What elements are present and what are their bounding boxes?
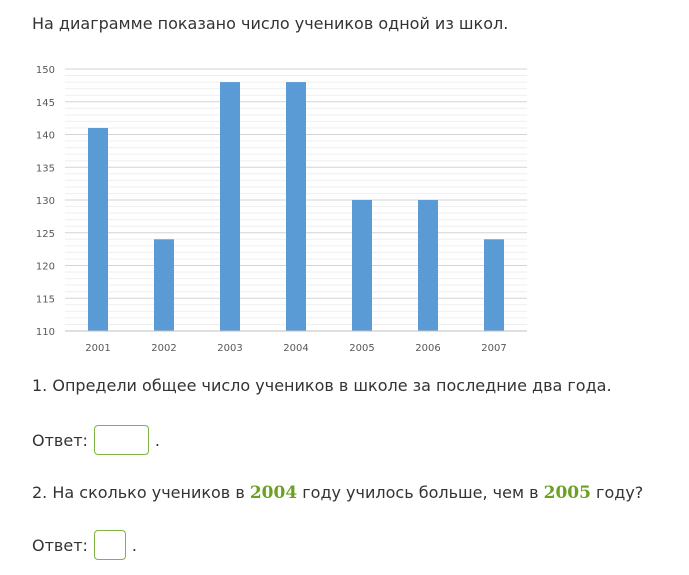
bar-2003 bbox=[220, 82, 240, 331]
answer-1-period: . bbox=[154, 430, 160, 450]
y-tick-label: 120 bbox=[35, 261, 55, 273]
answer-1-input[interactable] bbox=[94, 425, 149, 455]
x-tick-label: 2002 bbox=[151, 343, 177, 354]
question-2-part1: 2. На сколько учеников в bbox=[32, 483, 250, 502]
x-tick-label: 2006 bbox=[415, 343, 441, 354]
answer-2-label: Ответ: bbox=[32, 535, 88, 555]
answer-1-row bbox=[32, 425, 160, 455]
x-tick-label: 2007 bbox=[481, 343, 507, 354]
answer-1-label: Ответ: bbox=[32, 430, 88, 450]
bar-2005 bbox=[352, 200, 372, 331]
y-tick-label: 130 bbox=[35, 196, 55, 207]
y-tick-label: 110 bbox=[35, 327, 55, 338]
answer-2-period: . bbox=[131, 535, 137, 555]
x-tick-label: 2001 bbox=[85, 343, 111, 354]
x-tick-label: 2005 bbox=[349, 343, 375, 354]
question-2-part2: году училось больше, чем в bbox=[297, 483, 544, 502]
x-tick-label: 2004 bbox=[283, 343, 309, 354]
y-tick-label: 135 bbox=[35, 163, 55, 175]
question-2-year-a: 2004 bbox=[249, 483, 298, 503]
question-2-part3: году? bbox=[590, 483, 644, 502]
intro-text: На диаграмме показано число учеников одной из школ. bbox=[32, 14, 509, 33]
answer-2-input[interactable] bbox=[94, 530, 126, 560]
y-tick-label: 150 bbox=[35, 65, 55, 76]
question-2 bbox=[32, 483, 643, 503]
y-tick-label: 140 bbox=[35, 130, 55, 142]
x-tick-label: 2003 bbox=[217, 343, 243, 354]
bar-2006 bbox=[418, 200, 438, 331]
question-1: 1. Определи общее число учеников в школе за последние два года. bbox=[32, 376, 612, 395]
question-2-year-b: 2005 bbox=[543, 483, 591, 503]
y-tick-label: 145 bbox=[35, 97, 55, 109]
bar-2002 bbox=[154, 239, 174, 331]
y-tick-label: 115 bbox=[35, 294, 55, 306]
answer-2-row bbox=[32, 530, 137, 560]
bar-2001 bbox=[88, 128, 108, 331]
bar-2007 bbox=[484, 239, 504, 331]
y-tick-label: 125 bbox=[35, 228, 55, 240]
bar-2004 bbox=[286, 82, 306, 331]
